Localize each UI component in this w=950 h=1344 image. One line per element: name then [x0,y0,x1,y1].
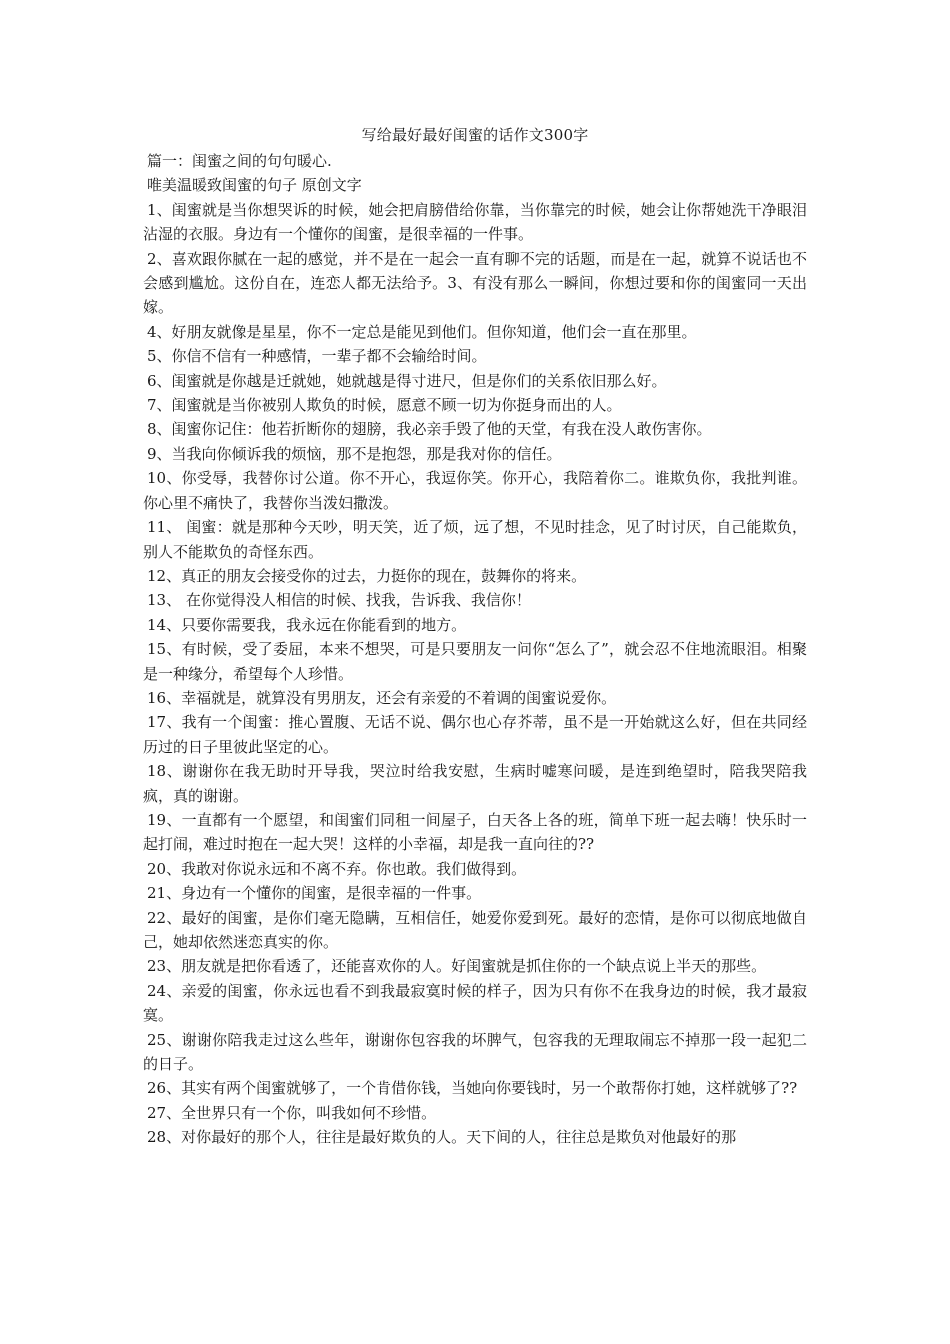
document-paragraph: 14、只要你需要我，我永远在你能看到的地方。 [147,615,467,634]
document-paragraph: 12、真正的朋友会接受你的过去，力挺你的现在，鼓舞你的将来。 [147,566,587,585]
document-paragraph: 9、当我向你倾诉我的烦恼，那不是抱怨，那是我对你的信任。 [147,444,562,463]
document-paragraph: 篇一：闺蜜之间的句句暖心. [147,152,332,170]
document-paragraph: 27、全世界只有一个你，叫我如何不珍惜。 [147,1103,437,1122]
document-paragraph: 8、闺蜜你记住：他若折断你的翅膀，我必亲手毁了他的天堂，有我在没人敢伤害你。 [147,420,712,439]
document-paragraph: 唯美温暖致闺蜜的句子 原创文字 [147,176,362,195]
document-paragraph: 19、一直都有一个愿望，和闺蜜们同租一间屋子，白天各上各的班，简单下班一起去嗨！快乐时一起打闹，难过时抱在一起大哭！这样的小幸福，却是我一直向往的?? [143,810,807,854]
document-paragraph: 15、有时候，受了委屈，本来不想哭，可是只要朋友一问你“怎么了”，就会忍不住地流眼泪。相聚是一种缘分，希望每个人珍惜。 [143,640,807,683]
document-paragraph: 10、你受辱，我替你讨公道。你不开心，我逗你笑。你开心，我陪着你二。谁欺负你，我批判谁。你心里不痛快了，我替你当泼妇撒泼。 [143,469,807,512]
document-page [143,123,807,1150]
document-paragraph: 4、好朋友就像是星星，你不一定总是能见到他们。但你知道，他们会一直在那里。 [147,322,697,341]
document-paragraph: 17、我有一个闺蜜：推心置腹、无话不说、偶尔也心存芥蒂，虽不是一开始就这么好，但在共同经历过的日子里彼此坚定的心。 [143,713,807,756]
document-body [143,149,807,1150]
document-paragraph: 21、身边有一个懂你的闺蜜，是很幸福的一件事。 [147,884,482,903]
document-paragraph: 25、谢谢你陪我走过这么些年，谢谢你包容我的坏脾气，包容我的无理取闹忘不掉那一段一起犯二的日子。 [143,1030,807,1074]
document-paragraph: 7、闺蜜就是当你被别人欺负的时候，愿意不顾一切为你挺身而出的人。 [147,396,622,415]
document-paragraph: 11、 闺蜜：就是那种今天吵，明天笑，近了烦，远了想，不见时挂念，见了时讨厌，自己能欺负，别人不能欺负的奇怪东西。 [143,518,807,561]
document-paragraph: 20、我敢对你说永远和不离不弃。你也敢。我们做得到。 [147,859,527,878]
document-paragraph: 5、你信不信有一种感情，一辈子都不会输给时间。 [147,347,487,366]
document-paragraph: 24、亲爱的闺蜜，你永远也看不到我最寂寞时候的样子，因为只有你不在我身边的时候，我才最寂寞。 [143,981,807,1025]
document-paragraph: 18、谢谢你在我无助时开导我，哭泣时给我安慰，生病时嘘寒问暖，是连到绝望时，陪我哭陪我疯，真的谢谢。 [143,762,807,805]
document-paragraph: 13、 在你觉得没人相信的时候、找我，告诉我、我信你！ [147,591,531,610]
document-paragraph: 26、其实有两个闺蜜就够了，一个肯借你钱，当她向你要钱时，另一个敢帮你打她，这样就够了?? [147,1079,798,1098]
document-paragraph: 2、喜欢跟你腻在一起的感觉，并不是在一起会一直有聊不完的话题，而是在一起，就算不说话也不会感到尴尬。这份自在，连恋人都无法给予。3、有没有那么一瞬间，你想过要和你的闺蜜同一天出嫁。 [143,249,807,317]
document-paragraph: 1、闺蜜就是当你想哭诉的时候，她会把肩膀借给你靠，当你靠完的时候，她会让你帮她洗干净眼泪沾湿的衣服。身边有一个懂你的闺蜜，是很幸福的一件事。 [143,200,807,244]
document-title: 写给最好最好闺蜜的话作文300字 [361,126,589,144]
document-paragraph: 22、最好的闺蜜，是你们毫无隐瞒，互相信任，她爱你爱到死。最好的恋情，是你可以彻底地做自己，她却依然迷恋真实的你。 [143,908,807,951]
document-paragraph: 28、对你最好的那个人，往往是最好欺负的人。天下间的人，往往总是欺负对他最好的那 [147,1128,737,1147]
document-paragraph: 16、幸福就是，就算没有男朋友，还会有亲爱的不着调的闺蜜说爱你。 [147,688,617,707]
document-paragraph: 23、朋友就是把你看透了，还能喜欢你的人。好闺蜜就是抓住你的一个缺点说上半天的那些。 [147,957,767,976]
document-paragraph: 6、闺蜜就是你越是迁就她，她就越是得寸进尺，但是你们的关系依旧那么好。 [147,371,667,390]
